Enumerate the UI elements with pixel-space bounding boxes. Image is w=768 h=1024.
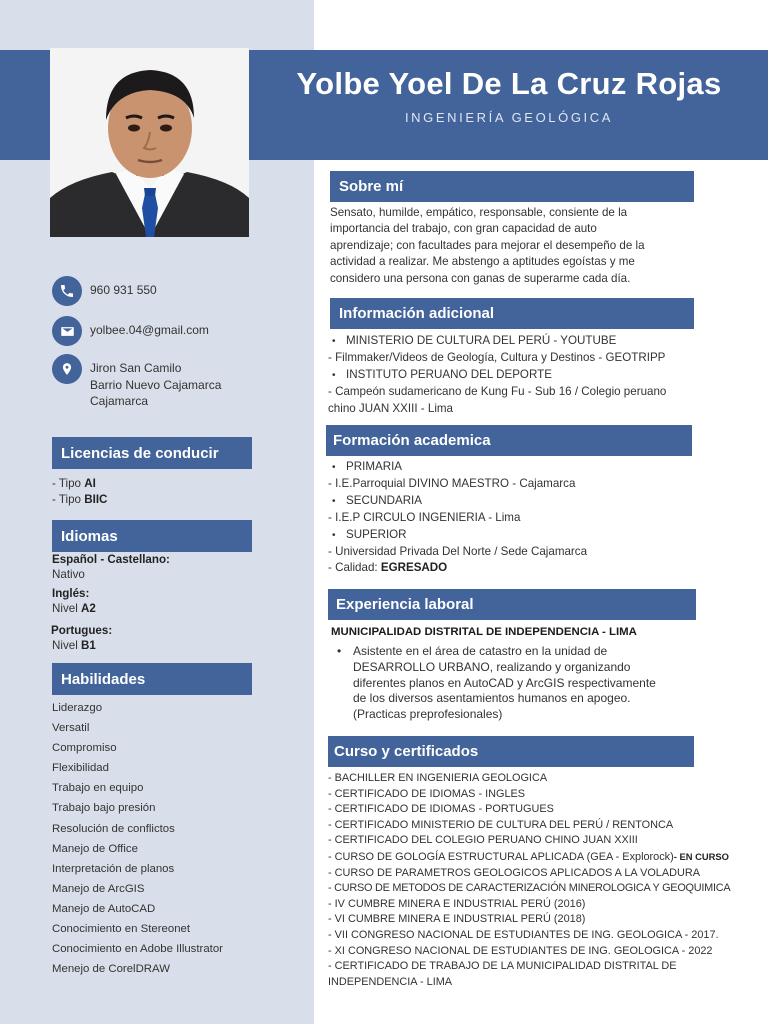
language-level [51, 638, 112, 653]
status-label: - Calidad: [328, 561, 381, 575]
languages-list [51, 623, 112, 653]
skill-item: Flexibilidad [52, 762, 109, 775]
about-line: Sensato, humilde, empático, responsable, consiente de la [330, 206, 628, 219]
skill-item: Versatil [52, 722, 90, 735]
language-item [51, 623, 112, 638]
license-type: AI [84, 477, 96, 490]
languages-list [52, 586, 96, 616]
skill-item: Resolución de conflictos [52, 822, 175, 835]
skill-item: Interpretación de planos [52, 862, 175, 875]
skill-item: Menejo de CorelDRAW [52, 963, 170, 976]
bullet-icon: • [337, 644, 342, 658]
language-name: Español - Castellano: [52, 553, 170, 566]
about-line: actividad a realizar. Me abstengo a aptitudes egoístas y me [330, 255, 635, 269]
contact-email [52, 316, 209, 346]
language-item [52, 552, 170, 567]
skill-item: Manejo de ArcGIS [52, 882, 145, 895]
section-header-education: Formación academica [326, 425, 692, 456]
experience-description [337, 644, 656, 723]
certificate-item: - CERTIFICADO DE TRABAJO DE LA MUNICIPALIDAD DISTRITAL DE [328, 960, 677, 973]
about-line: aprendizaje; con facultades para mejorar el desempeño de la [330, 238, 645, 252]
skill-item: Manejo de Office [52, 842, 138, 855]
in-progress-tag: - EN CURSO [673, 850, 729, 862]
additional-bullet: • INSTITUTO PERUANO DEL DEPORTE [328, 367, 666, 384]
license-type: BIIC [84, 493, 108, 507]
mail-icon [52, 316, 82, 346]
phone-number[interactable]: 960 931 550 [90, 283, 157, 297]
address-text: Jiron San Camilo Barrio Nuevo Cajamarca Cajamarca [90, 361, 222, 408]
language-level [52, 567, 170, 582]
status-value: EGRESADO [380, 561, 448, 575]
email-address[interactable]: yolbee.04@gmail.com [90, 323, 209, 337]
candidate-name: Yolbe Yoel De La Cruz Rojas [296, 66, 722, 101]
profession-title: INGENIERÍA GEOLÓGICA [404, 110, 614, 125]
level-label: Nivel [52, 602, 81, 615]
phone-icon [52, 276, 82, 306]
certificate-item: - XI CONGRESO NACIONAL DE ESTUDIANTES DE ING. GEOLOGICA - 2022 [328, 944, 713, 957]
additional-line: chino JUAN XXIII - Lima [328, 401, 453, 415]
additional-line: - Filmmaker/Videos de Geología, Cultura y Destinos - GEOTRIPP [328, 351, 666, 365]
certificate-item: INDEPENDENCIA - LIMA [328, 975, 453, 988]
contact-address [52, 354, 221, 410]
license-item [52, 476, 107, 492]
experience-line: DESARROLLO URBANO, realizando y organizando [353, 659, 631, 674]
additional-line: - Campeón sudamericano de Kung Fu - Sub 16 / Colegio peruano [328, 385, 667, 399]
certificate-item [328, 849, 730, 866]
experience-line: (Practicas preprofesionales) [353, 707, 503, 722]
certificate-item: - VI CUMBRE MINERA E INDUSTRIAL PERÚ (2018) [328, 913, 586, 926]
level-label: Nativo [52, 568, 85, 581]
certificate-item: - CURSO DE PARAMETROS GEOLOGICOS APLICADOS A LA VOLADURA [328, 866, 700, 879]
contact-phone [52, 276, 157, 306]
certificate-item: - CERTIFICADO DEL COLEGIO PERUANO CHINO JUAN XXIII [328, 834, 638, 847]
certificate-item: - CERTIFICADO MINISTERIO DE CULTURA DEL PERÚ / RENTONCA [328, 818, 674, 831]
about-line: considero una persona con ganas de superarme cada día. [330, 271, 631, 285]
section-header-additional: Información adicional [330, 298, 694, 329]
skill-item: Trabajo en equipo [52, 782, 144, 795]
location-pin-icon [52, 354, 82, 384]
experience-line: de los diversos asentamientos humanos en apogeo. [353, 691, 631, 706]
skills-list [52, 700, 223, 981]
education-school: - I.E.Parroquial DIVINO MAESTRO - Cajamarca [328, 477, 576, 491]
education-school: - Universidad Privada Del Norte / Sede Cajamarca [328, 545, 588, 559]
education-level: • PRIMARIA [328, 459, 587, 476]
profile-photo [50, 48, 249, 237]
licenses-list [52, 476, 107, 509]
certificate-item: - CURSO DE METODOS DE CARACTERIZACIÓN MINEROLOGICA Y GEOQUIMICA [328, 882, 731, 895]
skill-item: Trabajo bajo presión [52, 802, 156, 815]
section-header-skills: Habilidades [52, 663, 252, 695]
license-item [52, 492, 107, 508]
about-text [330, 205, 645, 287]
skill-item: Conocimiento en Stereonet [52, 923, 191, 936]
section-header-experience: Experiencia laboral [328, 589, 696, 620]
certificates-list [328, 771, 730, 990]
language-item [52, 586, 96, 601]
about-line: importancia del trabajo, con gran capacidad de auto [330, 222, 597, 236]
certificate-item: - BACHILLER EN INGENIERIA GEOLOGICA [328, 772, 548, 784]
education-list [328, 459, 587, 577]
level-value: B1 [81, 639, 96, 652]
section-header-licenses: Licencias de conducir [52, 437, 252, 469]
section-header-languages: Idiomas [52, 520, 252, 552]
languages-list [52, 552, 170, 582]
level-label: Nivel [52, 639, 81, 652]
certificate-text: - CURSO DE GOLOGÍA ESTRUCTURAL APLICADA (GEA - Explorock) [328, 850, 674, 863]
experience-line [337, 644, 656, 660]
language-level [52, 601, 96, 616]
education-school: - I.E.P CIRCULO INGENIERIA - Lima [328, 511, 521, 525]
education-level: • SECUNDARIA [328, 493, 587, 510]
skill-item: Manejo de AutoCAD [52, 902, 156, 915]
license-prefix: - Tipo [52, 477, 85, 490]
language-name: Portugues: [51, 624, 113, 637]
language-name: Inglés: [52, 587, 90, 600]
skill-item: Conocimiento en Adobe Illustrator [52, 943, 223, 956]
additional-bullet: • MINISTERIO DE CULTURA DEL PERÚ - YOUTUBE [328, 333, 666, 350]
additional-list [328, 333, 666, 417]
license-prefix: - Tipo [52, 493, 85, 507]
experience-text: Asistente en el área de catastro en la unidad de [353, 644, 608, 658]
certificate-item: - CERTIFICADO DE IDIOMAS - INGLES [328, 787, 526, 800]
employer-name: MUNICIPALIDAD DISTRITAL DE INDEPENDENCIA - LIMA [331, 626, 637, 638]
education-status [328, 560, 587, 576]
skill-item: Liderazgo [52, 702, 103, 714]
level-value: A2 [81, 602, 96, 615]
experience-line: diferentes planos en AutoCAD y ArcGIS respectivamente [353, 675, 656, 690]
section-header-about: Sobre mí [330, 171, 694, 202]
certificate-item: - IV CUMBRE MINERA E INDUSTRIAL PERÚ (2016) [328, 897, 586, 910]
certificate-item: - VII CONGRESO NACIONAL DE ESTUDIANTES DE ING. GEOLOGICA - 2017. [328, 928, 719, 941]
education-level: • SUPERIOR [328, 527, 587, 544]
section-header-certificates: Curso y certificados [328, 736, 694, 767]
certificate-item: - CERTIFICADO DE IDIOMAS - PORTUGUES [328, 803, 554, 816]
skill-item: Compromiso [52, 742, 117, 755]
